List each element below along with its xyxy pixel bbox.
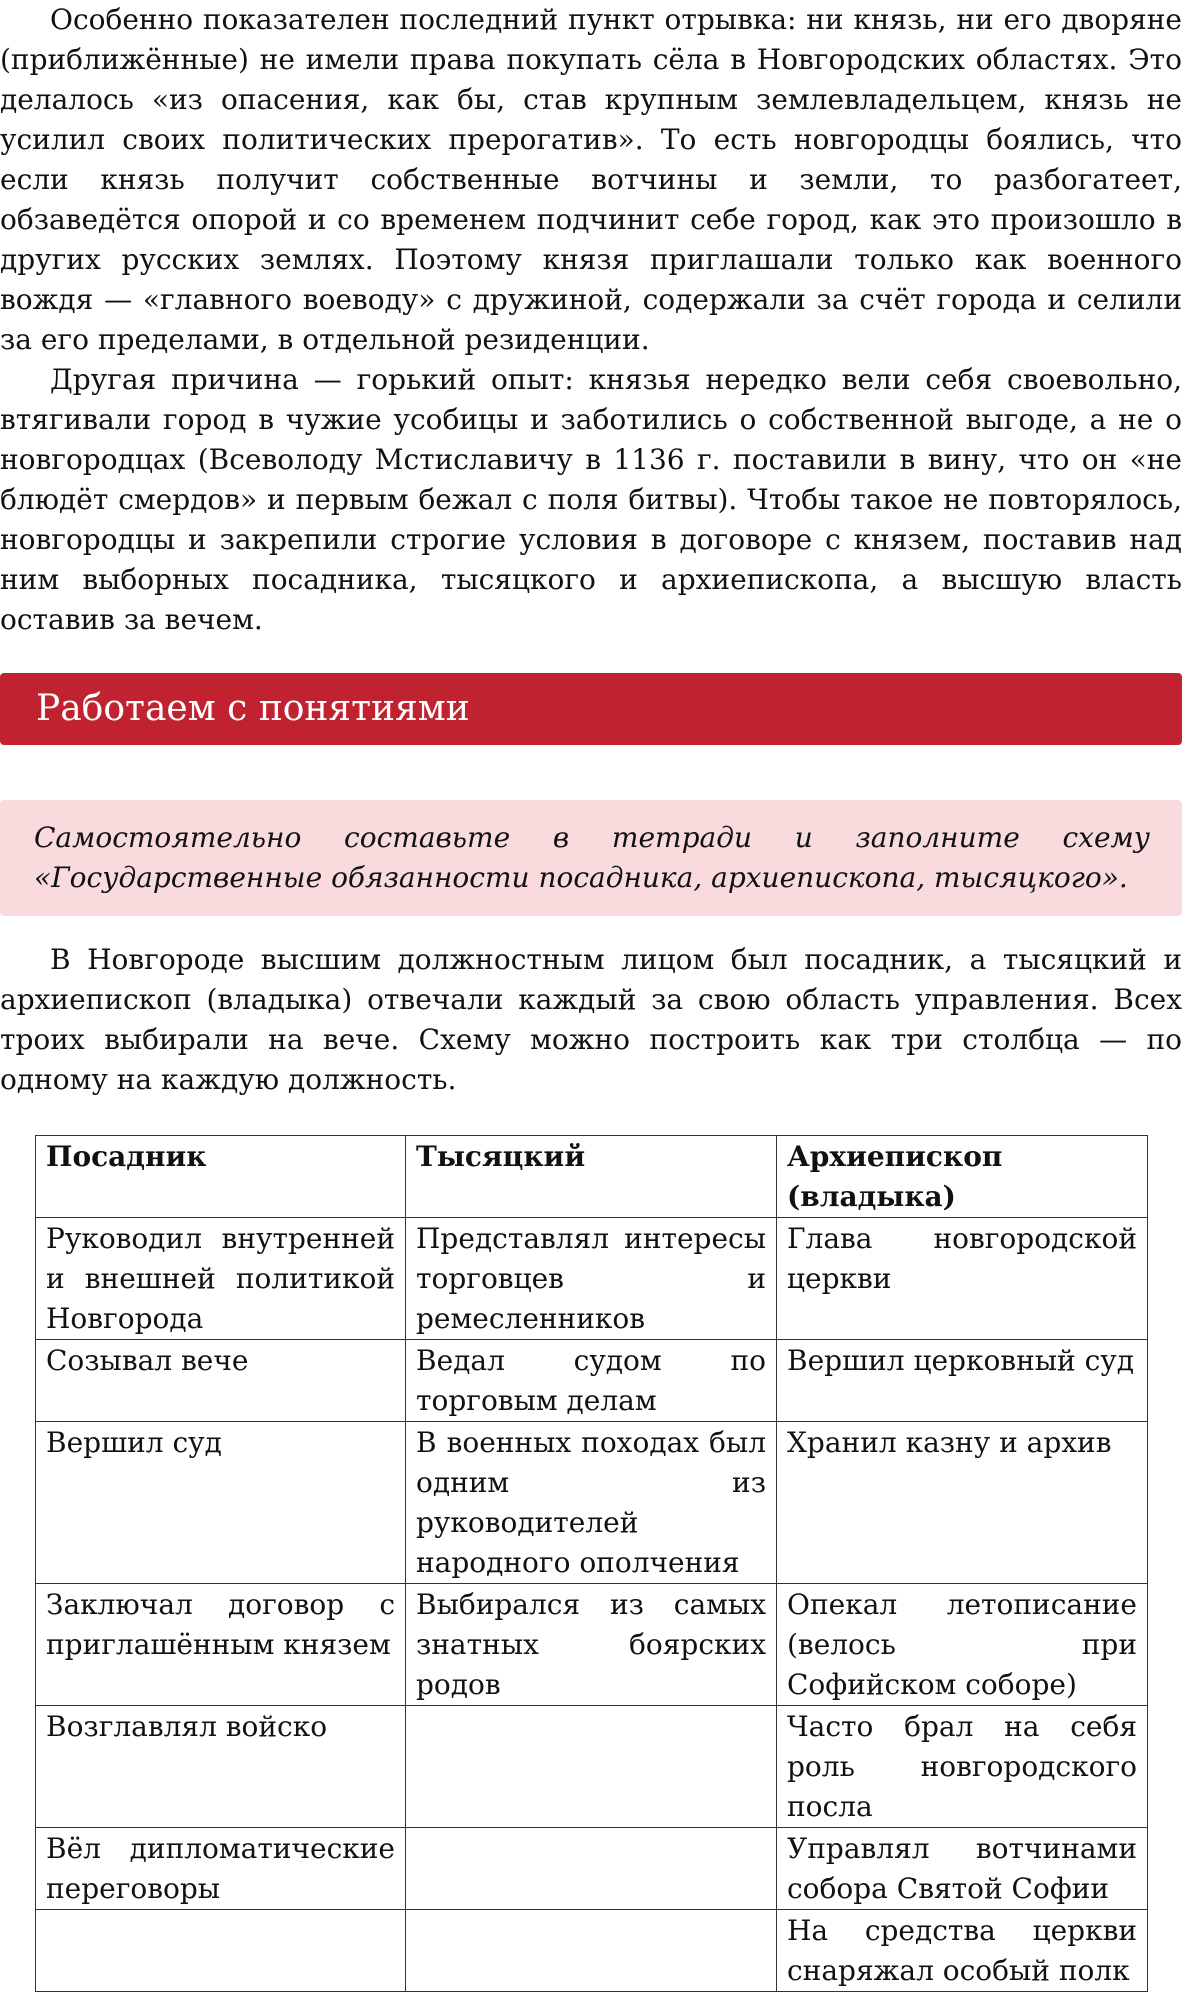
table-row: [36, 1218, 1148, 1340]
table-cell: [406, 1706, 777, 1828]
table-row: [36, 1828, 1148, 1910]
table-cell: Хранил казну и архив: [777, 1422, 1148, 1584]
table-cell: Опекал летописание (велось при Софийском соборе): [777, 1584, 1148, 1706]
section-banner: [0, 673, 1182, 745]
table-header-row: [36, 1136, 1148, 1218]
table-cell: [406, 1910, 777, 1992]
table-cell: [36, 1910, 406, 1992]
table-cell: Представлял интересы торговцев и ремесленников: [406, 1218, 777, 1340]
table-cell: Созывал вече: [36, 1340, 406, 1422]
table-cell: Управлял вотчинами собора Святой Софии: [777, 1828, 1148, 1910]
table-cell: [406, 1828, 777, 1910]
table-cell: Возглавлял войско: [36, 1706, 406, 1828]
paragraph-prince-restrictions: Особенно показателен последний пункт отрывка: ни князь, ни его дворяне (приближённые) не имели права покупать сёла в Новгородских областях. Это делалось «из опасения, как бы, став крупным землевладельцем, князь не усилил своих политических прерогатив». То есть новгородцы боялись, что если князь получит собственные вотчины и земли, то разбогатеет, обзаведётся опорой и со временем подчинит себе город, как это произошло в других русских землях. Поэтому князя приглашали только как военного вождя — «главного воеводу» с дружиной, содержали за счёт города и селили за его пределами, в отдельной резиденции.: [0, 3, 1182, 356]
table-row: [36, 1422, 1148, 1584]
table-cell: Вёл дипломатические переговоры: [36, 1828, 406, 1910]
table-row: [36, 1584, 1148, 1706]
table-cell: Ведал судом по торговым делам: [406, 1340, 777, 1422]
table-cell: В военных походах был одним из руководителей народного ополчения: [406, 1422, 777, 1584]
table-cell: Вершил суд: [36, 1422, 406, 1584]
table-cell: Заключал договор с приглашённым князем: [36, 1584, 406, 1706]
duties-table: [35, 1135, 1148, 1992]
header-archbishop: Архиепископ (владыка): [777, 1136, 1148, 1218]
table-cell: Руководил внутренней и внешней политикой Новгорода: [36, 1218, 406, 1340]
task-text: Самостоятельно составьте в тетради и заполните схему «Государственные обязанности посадника, архиепископа, тысяцкого».: [34, 821, 1150, 894]
table-cell: Вершил церковный суд: [777, 1340, 1148, 1422]
answer-paragraph: В Новгороде высшим должностным лицом был посадник, а тысяцкий и архиепископ (владыка) отвечали каждый за свою область управления. Всех троих выбирали на вече. Схему можно построить как три столбца — по одному на каждую должность.: [0, 943, 1182, 1096]
table-cell: Глава новгородской церкви: [777, 1218, 1148, 1340]
table-cell: Часто брал на себя роль новгородского посла: [777, 1706, 1148, 1828]
header-posadnik: Посадник: [36, 1136, 406, 1218]
section-title: Работаем с понятиями: [36, 688, 470, 729]
header-tysyatsky: Тысяцкий: [406, 1136, 777, 1218]
table-cell: На средства церкви снаряжал особый полк: [777, 1910, 1148, 1992]
table-cell: Выбирался из самых знатных боярских родов: [406, 1584, 777, 1706]
task-box: [0, 800, 1182, 916]
table-row: [36, 1910, 1148, 1992]
paragraph-bitter-experience: Другая причина — горький опыт: князья нередко вели себя своевольно, втягивали город в чужие усобицы и заботились о собственной выгоде, а не о новгородцах (Всеволоду Мстиславичу в 1136 г. поставили в вину, что он «не блюдёт смердов» и первым бежал с поля битвы). Чтобы такое не повторялось, новгородцы и закрепили строгие условия в договоре с князем, поставив над ним выборных посадника, тысяцкого и архиепископа, а высшую власть оставив за вечем.: [0, 363, 1182, 636]
table-row: [36, 1340, 1148, 1422]
table-row: [36, 1706, 1148, 1828]
